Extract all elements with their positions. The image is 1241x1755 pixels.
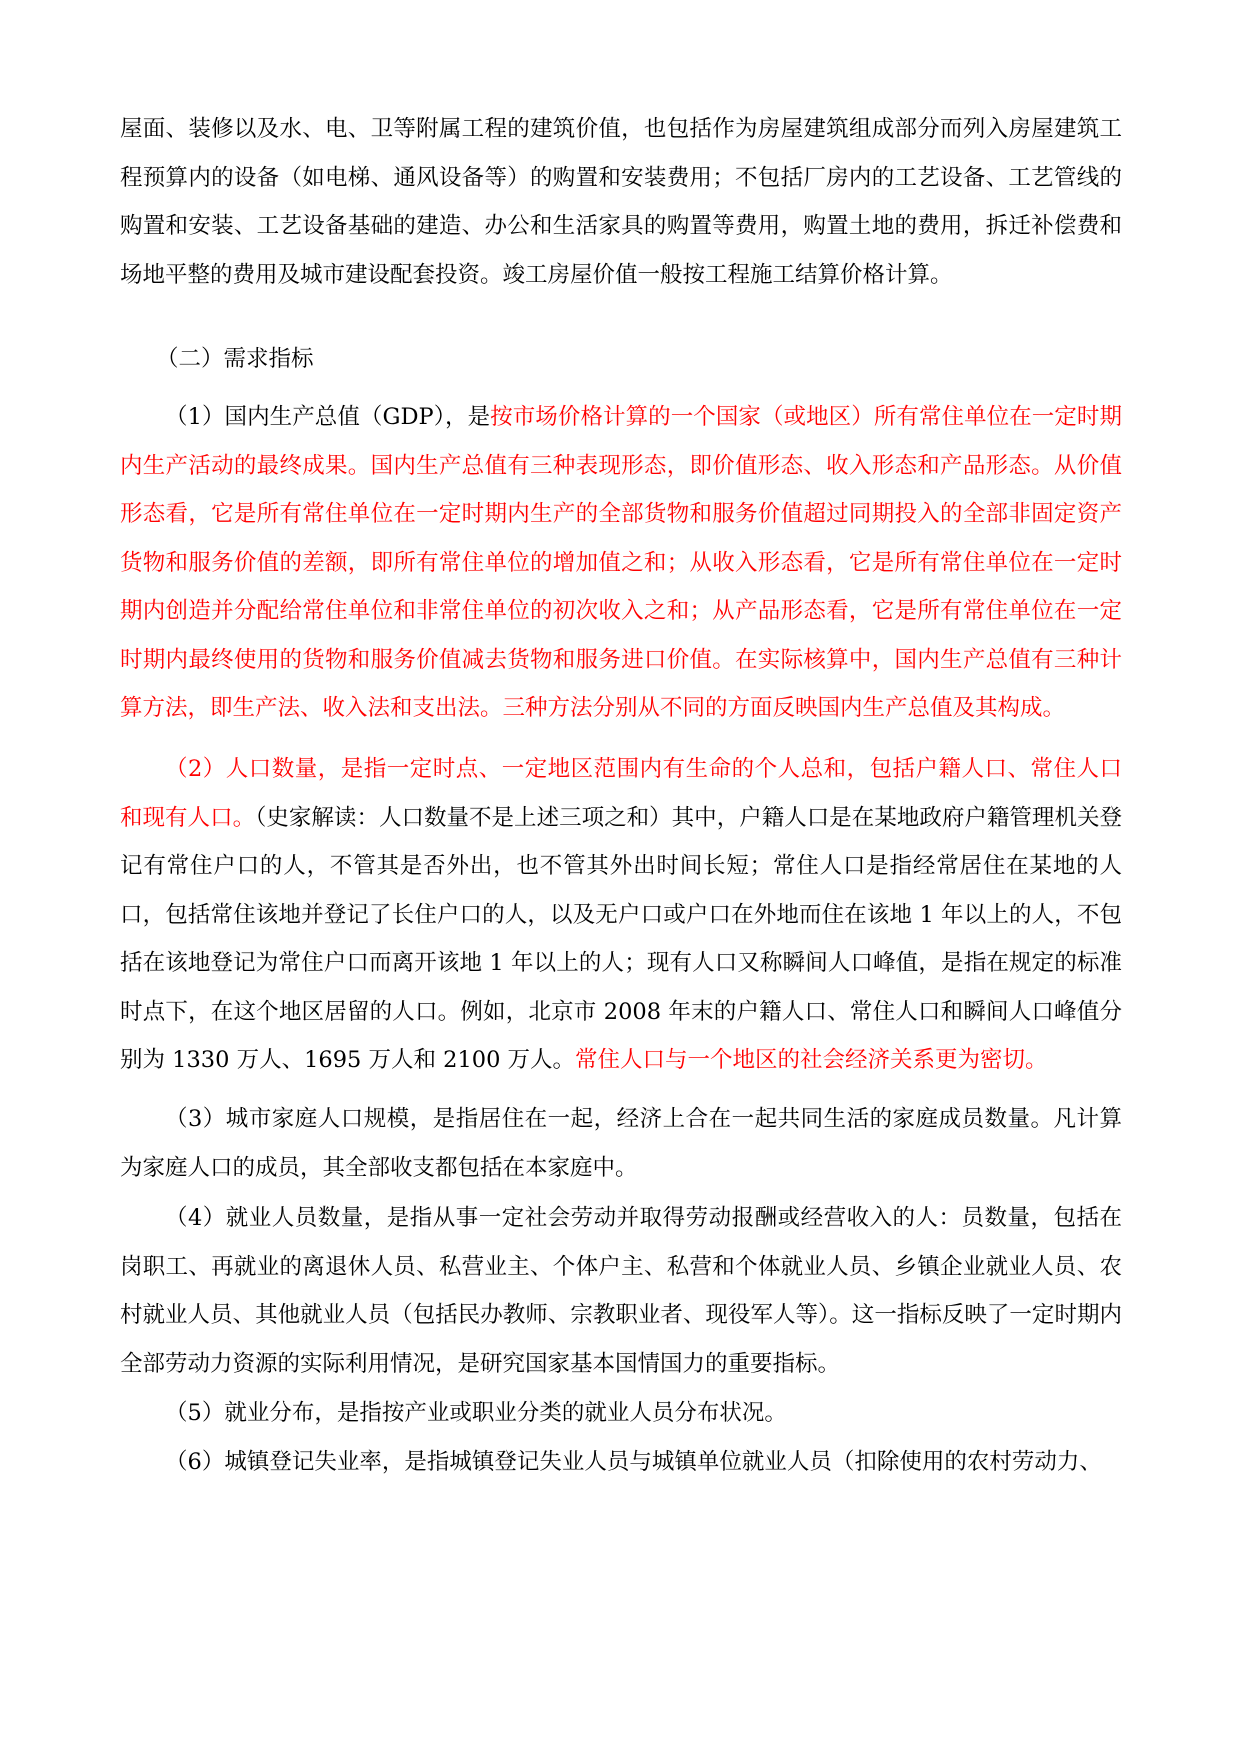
paragraph-population xyxy=(120,745,1122,1085)
gdp-definition-highlight: 按市场价格计算的一个国家（或地区）所有常住单位在一定时期内生产活动的最终成果。国内生产总值有三种表现形态，即价值形态、收入形态和产品形态。从价值形态看，它是所有常住单位在一定时期内生产的全部货物和服务价值超过同期投入的全部非固定资产货物和服务价值的差额，即所有常住单位的增加值之和；从收入形态看，它是所有常住单位在一定时期内创造并分配给常住单位和非常住单位的初次收入之和；从产品形态看，它是所有常住单位在一定时期内最终使用的货物和服务价值减去货物和服务进口价值。在实际核算中，国内生产总值有三种计算方法，即生产法、收入法和支出法。三种方法分别从不同的方面反映国内生产总值及其构成。 xyxy=(120,404,1122,721)
gdp-lead-text: （1）国内生产总值（GDP），是 xyxy=(165,404,491,430)
population-detail-text: （史家解读：人口数量不是上述三项之和）其中，户籍人口是在某地政府户籍管理机关登记有常住户口的人，不管其是否外出，也不管其外出时间长短；常住人口是指经常居住在某地的人口，包括常住该地并登记了长住户口的人，以及无户口或户口在外地而住在该地 1 年以上的人，不包括在该地登记为常住户口而离开该地 1 年以上的人；现有人口又称瞬间人口峰值，是指在规定的标准时点下，在这个地区居留的人口。例如，北京市 2008 年末的户籍人口、常住人口和瞬间人口峰值分别为 1330 万人、1695 万人和 2100 万人。 xyxy=(120,804,1122,1073)
population-definition-highlight: （2）人口数量，是指一定时点、一定地区范围内有生命的个人总和，包括户籍人口、常住人口和现有人口。 xyxy=(120,756,1122,831)
paragraph-employment-distribution: （5）就业分布，是指按产业或职业分类的就业人员分布状况。 xyxy=(165,1400,787,1426)
population-conclusion-highlight: 常住人口与一个地区的社会经济关系更为密切。 xyxy=(575,1047,1048,1073)
paragraph-unemployment-rate: （6）城镇登记失业率，是指城镇登记失业人员与城镇单位就业人员（扣除使用的农村劳动力、 xyxy=(165,1449,1102,1475)
paragraph-employment-count: （4）就业人员数量，是指从事一定社会劳动并取得劳动报酬或经营收入的人：员数量，包括在岗职工、再就业的离退休人员、私营业主、个体户主、私营和个体就业人员、乡镇企业就业人员、农村就业人员、其他就业人员（包括民办教师、宗教职业者、现役军人等）。这一指标反映了一定时期内全部劳动力资源的实际利用情况，是研究国家基本国情国力的重要指标。 xyxy=(120,1205,1122,1377)
paragraph-completed-housing-value: 屋面、装修以及水、电、卫等附属工程的建筑价值，也包括作为房屋建筑组成部分而列入房屋建筑工程预算内的设备（如电梯、通风设备等）的购置和安装费用；不包括厂房内的工艺设备、工艺管线的购置和安装、工艺设备基础的建造、办公和生活家具的购置等费用，购置土地的费用，拆迁补偿费和场地平整的费用及城市建设配套投资。竣工房屋价值一般按工程施工结算价格计算。 xyxy=(120,116,1122,288)
section-heading-demand-indicators: （二）需求指标 xyxy=(156,346,314,372)
paragraph-household-size: （3）城市家庭人口规模，是指居住在一起，经济上合在一起共同生活的家庭成员数量。凡计算为家庭人口的成员，其全部收支都包括在本家庭中。 xyxy=(120,1106,1122,1181)
paragraph-gdp xyxy=(120,393,1122,733)
